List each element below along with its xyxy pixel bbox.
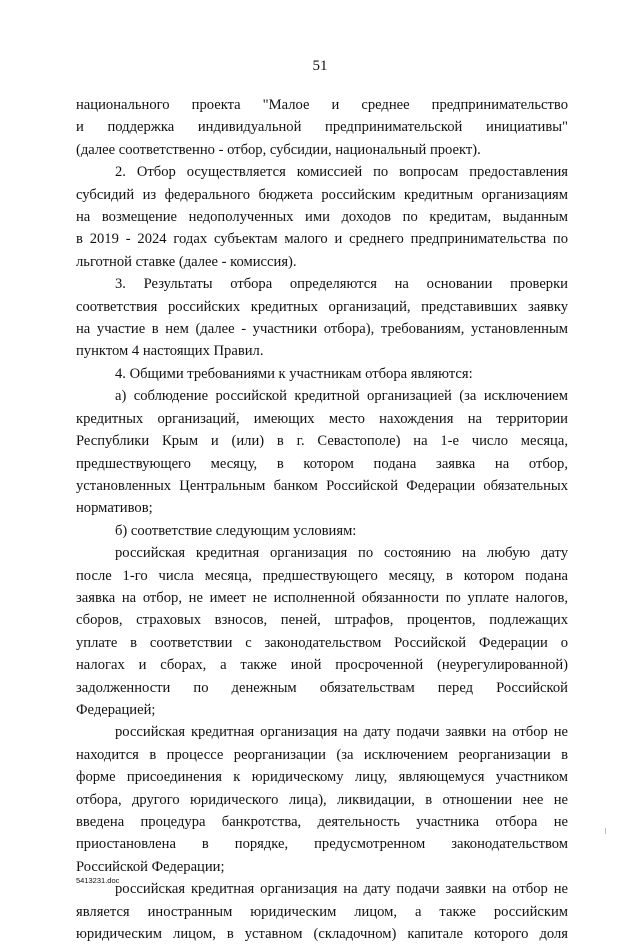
text-line: налогах и сборах, а также иной просроченной (неурегулированной) <box>76 657 568 674</box>
text-line: соответствия российских кредитных организаций, представивших заявку <box>76 298 568 315</box>
text-line: приостановлена в порядке, предусмотренном законодательством <box>76 836 568 853</box>
text-line: Федерацией; <box>76 701 156 718</box>
text-line: задолженности по денежным обязательствам перед Российской <box>76 679 568 696</box>
text-line: предшествующего месяцу, в котором подана заявка на отбор, <box>76 455 568 472</box>
text-line: заявка на отбор, не имеет не исполненной обязанности по уплате налогов, <box>76 589 568 606</box>
text-line: б) соответствие следующим условиям: <box>115 522 357 539</box>
text-line: субсидий из федерального бюджета российским кредитным организациям <box>76 186 568 203</box>
text-line: национального проекта "Малое и среднее предпринимательство <box>76 97 568 113</box>
text-line: а) соблюдение российской кредитной организацией (за исключением <box>115 388 568 405</box>
text-line: на участие в нем (далее - участники отбора), требованиям, установленным <box>76 321 568 338</box>
text-line: форме присоединения к юридическому лицу, являющемуся участником <box>76 769 568 786</box>
text-line: российская кредитная организация по состоянию на любую дату <box>115 545 568 562</box>
text-line: находится в процессе реорганизации (за исключением реорганизации в <box>76 746 568 763</box>
text-line: уплате в соответствии с законодательством Российской Федерации о <box>76 634 568 651</box>
text-line: 2. Отбор осуществляется комиссией по вопросам предоставления <box>115 164 568 181</box>
text-line: 4. Общими требованиями к участникам отбора являются: <box>115 365 473 382</box>
text-line: льготной ставке (далее - комиссия). <box>76 253 297 270</box>
text-line: 3. Результаты отбора определяются на основании проверки <box>115 276 568 293</box>
text-line: на возмещение недополученных ими доходов по кредитам, выданным <box>76 209 568 226</box>
text-line: является иностранным юридическим лицом, а также российским <box>76 903 568 920</box>
text-line: (далее соответственно - отбор, субсидии, национальный проект). <box>76 141 481 158</box>
text-line: юридическим лицом, в уставном (складочном) капитале которого доля <box>76 926 568 943</box>
text-line: в 2019 - 2024 годах субъектам малого и среднего предпринимательства по <box>76 231 568 248</box>
text-line: кредитных организаций, имеющих место нахождения на территории <box>76 410 568 427</box>
document-body <box>76 94 568 945</box>
text-line: российская кредитная организация на дату подачи заявки на отбор не <box>115 724 568 741</box>
text-line: пунктом 4 настоящих Правил. <box>76 343 264 360</box>
text-line: отбора, другого юридического лица), ликвидации, в отношении нее не <box>76 791 568 808</box>
text-line: Республики Крым и (или) в г. Севастополе) на 1-е число месяца, <box>76 433 568 450</box>
text-line: нормативов; <box>76 500 153 517</box>
page-number: 51 <box>312 58 328 74</box>
text-line: и поддержка индивидуальной предпринимательской инициативы" <box>76 119 568 136</box>
text-line: после 1-го числа месяца, предшествующего месяцу, в котором подана <box>76 567 568 584</box>
text-line: установленных Центральным банком Российской Федерации обязательных <box>76 477 568 494</box>
text-line: введена процедура банкротства, деятельность участника отбора не <box>76 814 568 830</box>
text-line: российская кредитная организация на дату подачи заявки на отбор не <box>115 881 568 898</box>
text-line: сборов, страховых взносов, пеней, штрафов, процентов, подлежащих <box>76 612 568 629</box>
footer-filename: 5413231.doc <box>76 876 120 885</box>
scan-mark <box>605 828 606 834</box>
text-line: Российской Федерации; <box>76 858 225 875</box>
